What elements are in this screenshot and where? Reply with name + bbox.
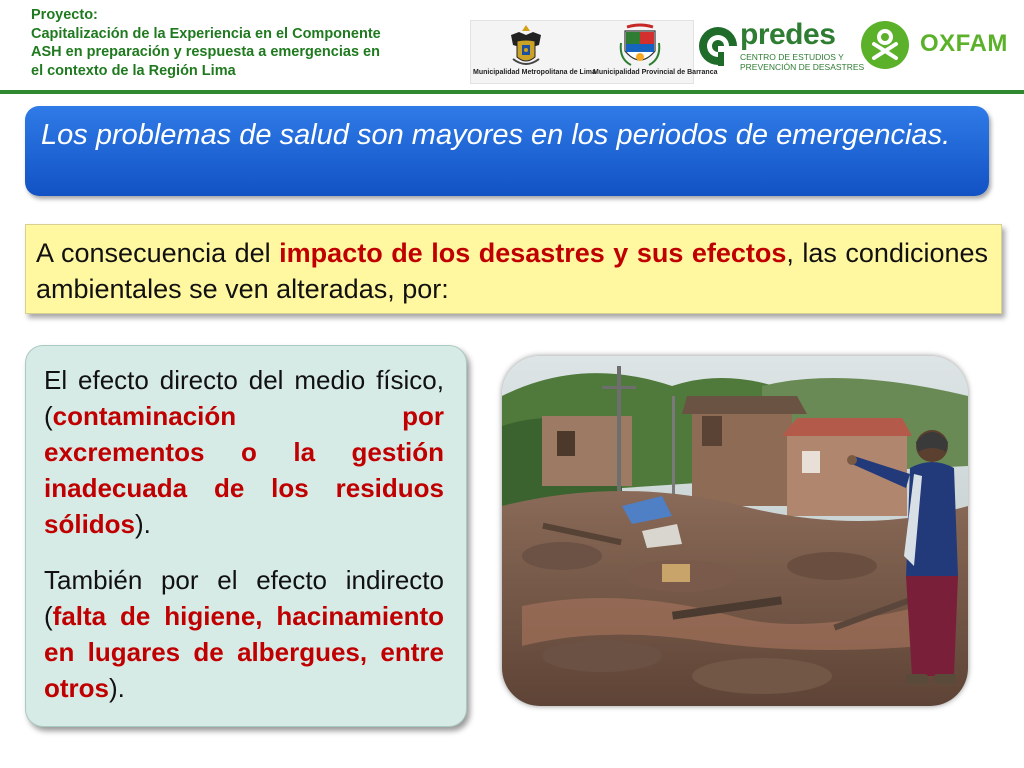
intro-highlight: impacto de los desastres y sus efectos [279,238,787,268]
effects-box [25,345,467,727]
indirect-effect-highlight: falta de higiene, hacinamiento en lugares de albergues, entre otros [44,601,444,703]
predes-subtitle-line: PREVENCIÓN DE DESASTRES [740,62,865,72]
predes-subtitle-line: CENTRO DE ESTUDIOS Y [740,52,844,62]
direct-effect-text: El efecto directo del medio físico, ( [44,365,444,431]
predes-logo [698,18,865,72]
intro-text-end: , las condiciones ambientales se ven alteradas, por: [36,238,989,304]
effects-text [44,362,444,706]
title-box [25,106,989,196]
project-label: Proyecto: [31,7,98,23]
direct-effect-end: ). [135,509,151,539]
project-line: el contexto de la Región Lima [31,62,236,79]
indirect-effect-end: ). [109,673,125,703]
intro-text [36,235,988,307]
predes-name: predes [740,18,836,51]
predes-mark-icon [698,24,738,68]
barranca-caption: Municipalidad Provincial de Barranca [593,69,718,76]
lima-caption: Municipalidad Metropolitana de Lima [473,69,596,76]
disaster-scene-image [502,356,968,706]
oxfam-logo [860,20,1010,72]
direct-effect-highlight: contaminación por excrementos o la gestión inadecuada de los residuos sólidos [44,401,444,539]
direct-effect-paragraph [44,362,444,542]
intro-box [25,224,1002,314]
project-info [31,6,431,80]
slide-title: Los problemas de salud son mayores en los periodos de emergencias. [41,119,951,151]
lima-crest-icon [503,23,549,71]
header-divider [0,90,1024,94]
predes-subtitle [740,52,864,72]
indirect-effect-paragraph [44,562,444,706]
oxfam-name: OXFAM [920,30,1008,57]
indirect-effect-text: También por el efecto indirecto ( [44,565,444,631]
intro-text-start: A consecuencia del [36,238,280,268]
header [0,0,1024,92]
oxfam-mark-icon [860,20,910,70]
barranca-crest-icon [617,23,663,71]
municipal-logos [470,20,718,84]
project-line: ASH en preparación y respuesta a emergencias en [31,44,380,60]
disaster-photo [502,356,968,706]
project-line: Capitalización de la Experiencia en el Componente [31,25,381,42]
